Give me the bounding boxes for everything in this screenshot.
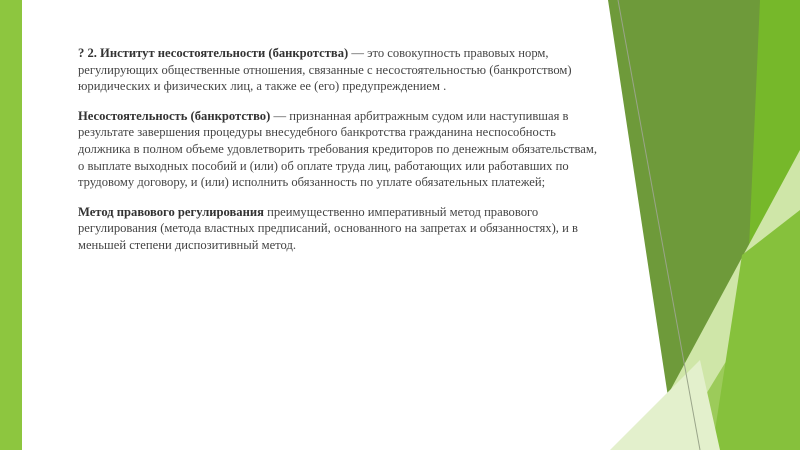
slide-text-block [78,45,598,267]
definition-regulation-method: преимущественно императивный метод правового регулирования (метода властных предписаний, основанного на запретах и обязанностях), и в меньшей степени диспозитивный метод. [78,204,578,252]
term-institute: ? 2. Институт несостоятельности (банкротства) [78,46,349,60]
definition-insolvency: — признанная арбитражным судом или наступившая в результате завершения процедуры внесудебного банкротства гражданина неспособность должника в полном объеме удовлетворить требования кредиторов по денежным обязательствам, о выплате выходных пособий и (или) об оплате труда лиц, работающих или работавших по трудовому договору, и (или) исполнить обязанность по уплате обязательных платежей; [78,108,597,190]
paragraph-insolvency-definition [78,108,598,191]
paragraph-regulation-method [78,204,598,254]
definition-institute: — это совокупность правовых норм, регулирующих общественные отношения, связанные с несостоятельностью (банкротством) юридических и физических лиц, а также ее (его) предупреждением . [78,46,572,94]
term-insolvency: Несостоятельность (банкротство) [78,108,271,123]
term-regulation-method: Метод правового регулирования [78,204,264,219]
paragraph-institute-definition [78,45,598,95]
